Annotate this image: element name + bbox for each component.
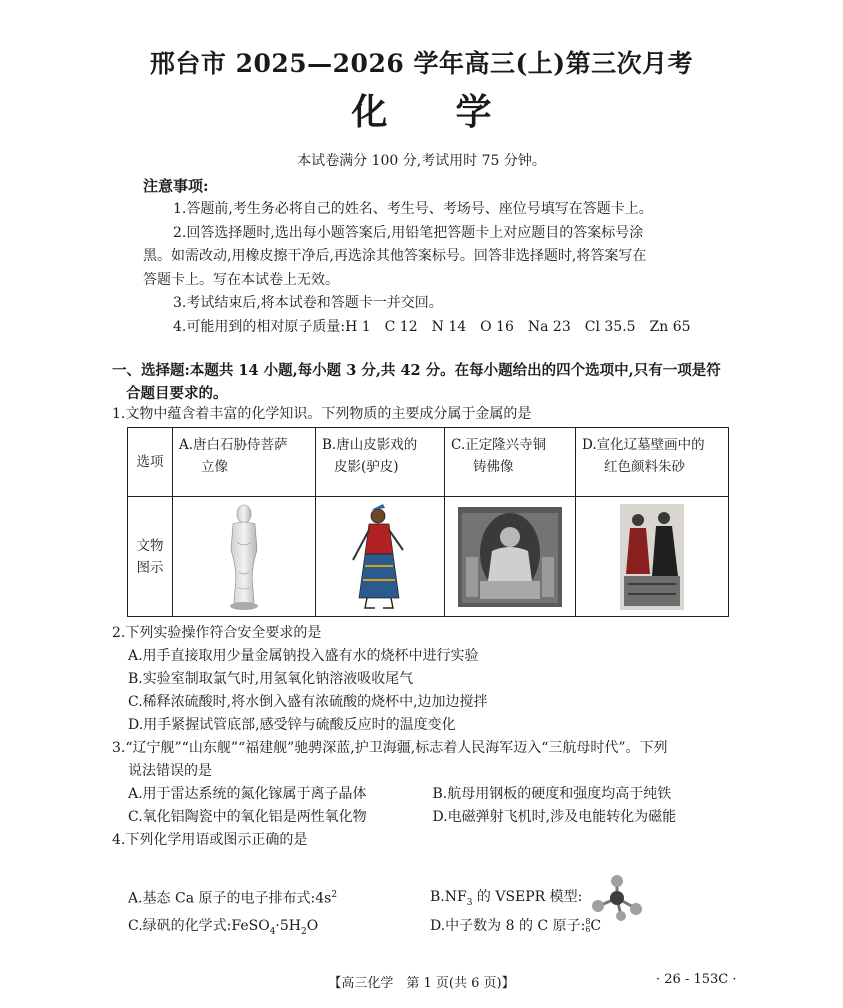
- option-d-line1: D.宣化辽墓壁画中的: [582, 437, 705, 453]
- notes-list: [143, 198, 703, 339]
- question-2: [112, 622, 732, 737]
- section-line-1: 一、选择题:本题共 14 小题,每小题 3 分,共 42 分。在每小题给出的四个选项中,只有一项是符: [112, 362, 721, 379]
- row-label-line1: 文物: [136, 537, 164, 554]
- note-line: 2.回答选择题时,选出每小题答案后,用铅笔把答题卡上对应题目的答案标号涂: [173, 224, 644, 241]
- q3-option-c: C.氧化铝陶瓷中的氧化铝是两性氧化物: [128, 809, 367, 825]
- question-4-stem: 4.下列化学用语或图示正确的是: [112, 832, 308, 848]
- footer-code: · 26 - 153C ·: [656, 972, 737, 987]
- relic-options-table: [127, 427, 729, 617]
- option-b-label: [316, 428, 445, 497]
- table-header-label: 选项: [128, 428, 173, 497]
- shadow-puppet-image: [316, 497, 445, 617]
- question-3: [112, 737, 737, 829]
- subject-char-1: 化: [351, 91, 388, 133]
- row-label-line2: 图示: [136, 559, 164, 576]
- question-3-stem-line1: 3.“辽宁舰”“山东舰”“福建舰”驰骋深蓝,护卫海疆,标志着人民海军迈入“三航母时代”。下列: [112, 740, 668, 756]
- question-3-stem-line2: 说法错误的是: [128, 763, 212, 779]
- q4-row-cd: [112, 915, 732, 944]
- section-heading: [112, 359, 732, 405]
- option-a-label: [173, 428, 316, 497]
- option-c-line1: C.正定隆兴寺铜: [451, 437, 547, 453]
- q3-option-a: A.用于雷达系统的氮化镓属于离子晶体: [128, 786, 367, 802]
- q2-option-b: B.实验室制取氯气时,用氢氧化钠溶液吸收尾气: [128, 671, 414, 687]
- section-line-2: 合题目要求的。: [126, 385, 228, 402]
- q4-c-end: O: [306, 918, 319, 934]
- option-a-line1: A.唐白石胁侍菩萨: [179, 437, 288, 453]
- note-line: 4.可能用到的相对原子质量:H 1 C 12 N 14 O 16 Na 23 Cl 35.5 Zn 65: [173, 318, 691, 335]
- footer-page-info: 【高三化学 第 1 页(共 6 页)】: [328, 976, 515, 991]
- q4-c-pre: C.绿矾的化学式:FeSO: [128, 918, 270, 934]
- option-b-line1: B.唐山皮影戏的: [322, 437, 418, 453]
- q4-b-pre: B.NF: [430, 889, 467, 905]
- table-row-label: [128, 497, 173, 617]
- q4-option-a: [128, 884, 430, 911]
- q3-option-d: D.电磁弹射飞机时,涉及电能转化为磁能: [432, 809, 677, 825]
- q2-option-c: C.稀释浓硫酸时,将水倒入盛有浓硫酸的烧杯中,边加边搅拌: [128, 694, 488, 710]
- option-a-line2: 立像: [201, 459, 228, 475]
- note-line: 答题卡上。写在本试卷上无效。: [143, 271, 339, 288]
- bronze-buddha-image: [445, 497, 576, 617]
- q4-c-post: ·5H: [275, 918, 301, 934]
- q4-option-d: [430, 915, 732, 944]
- note-line: 1.答题前,考生务必将自己的姓名、考生号、考场号、座位号填写在答题卡上。: [173, 201, 653, 217]
- q4-d-num: 6: [585, 925, 591, 934]
- q2-option-d: D.用手紧握试管底部,感受锌与硫酸反应时的温度变化: [128, 717, 456, 733]
- question-2-stem: 2.下列实验操作符合安全要求的是: [112, 625, 322, 641]
- subject-title: [0, 84, 843, 135]
- option-c-line2: 铸佛像: [473, 459, 514, 475]
- q4-b-sub: 3: [466, 897, 473, 908]
- q2-option-a: A.用手直接取用少量金属钠投入盛有水的烧杯中进行实验: [128, 648, 479, 664]
- q4-a-sup: 2: [331, 889, 338, 900]
- q4-b-post: 的 VSEPR 模型:: [472, 889, 583, 905]
- option-c-label: [445, 428, 576, 497]
- question-1-stem: 1.文物中蕴含着丰富的化学知识。下列物质的主要成分属于金属的是: [112, 406, 532, 422]
- mural-figures-image: [576, 497, 729, 617]
- q4-d-symbol: C: [590, 918, 602, 934]
- q4-a-text: A.基态 Ca 原子的电子排布式:4s: [128, 890, 332, 907]
- q4-c-sub: 4: [269, 926, 276, 937]
- option-d-line2: 红色颜料朱砂: [604, 459, 685, 475]
- note-line: 黑。如需改动,用橡皮擦干净后,再选涂其他答案标号。回答非选择题时,将答案写在: [143, 248, 647, 264]
- exam-title: 邢台市 2025—2026 学年高三(上)第三次月考: [149, 49, 694, 78]
- option-b-line2: 皮影(驴皮): [334, 459, 399, 475]
- bodhisattva-statue-image: [173, 497, 316, 617]
- q4-option-c: [128, 915, 430, 944]
- q4-d-mass: 8: [585, 917, 591, 926]
- notes-heading: 注意事项:: [143, 177, 209, 195]
- subject-char-2: 学: [455, 91, 492, 133]
- q3-option-b: B.航母用钢板的硬度和强度均高于纯铁: [432, 786, 672, 802]
- option-d-label: [576, 428, 729, 497]
- exam-intro: 本试卷满分 100 分,考试用时 75 分钟。: [297, 153, 546, 169]
- note-line: 3.考试结束后,将本试卷和答题卡一并交回。: [173, 295, 443, 311]
- q4-d-pre: D.中子数为 8 的 C 原子:: [430, 918, 586, 934]
- q4-c-sub2: 2: [301, 926, 307, 937]
